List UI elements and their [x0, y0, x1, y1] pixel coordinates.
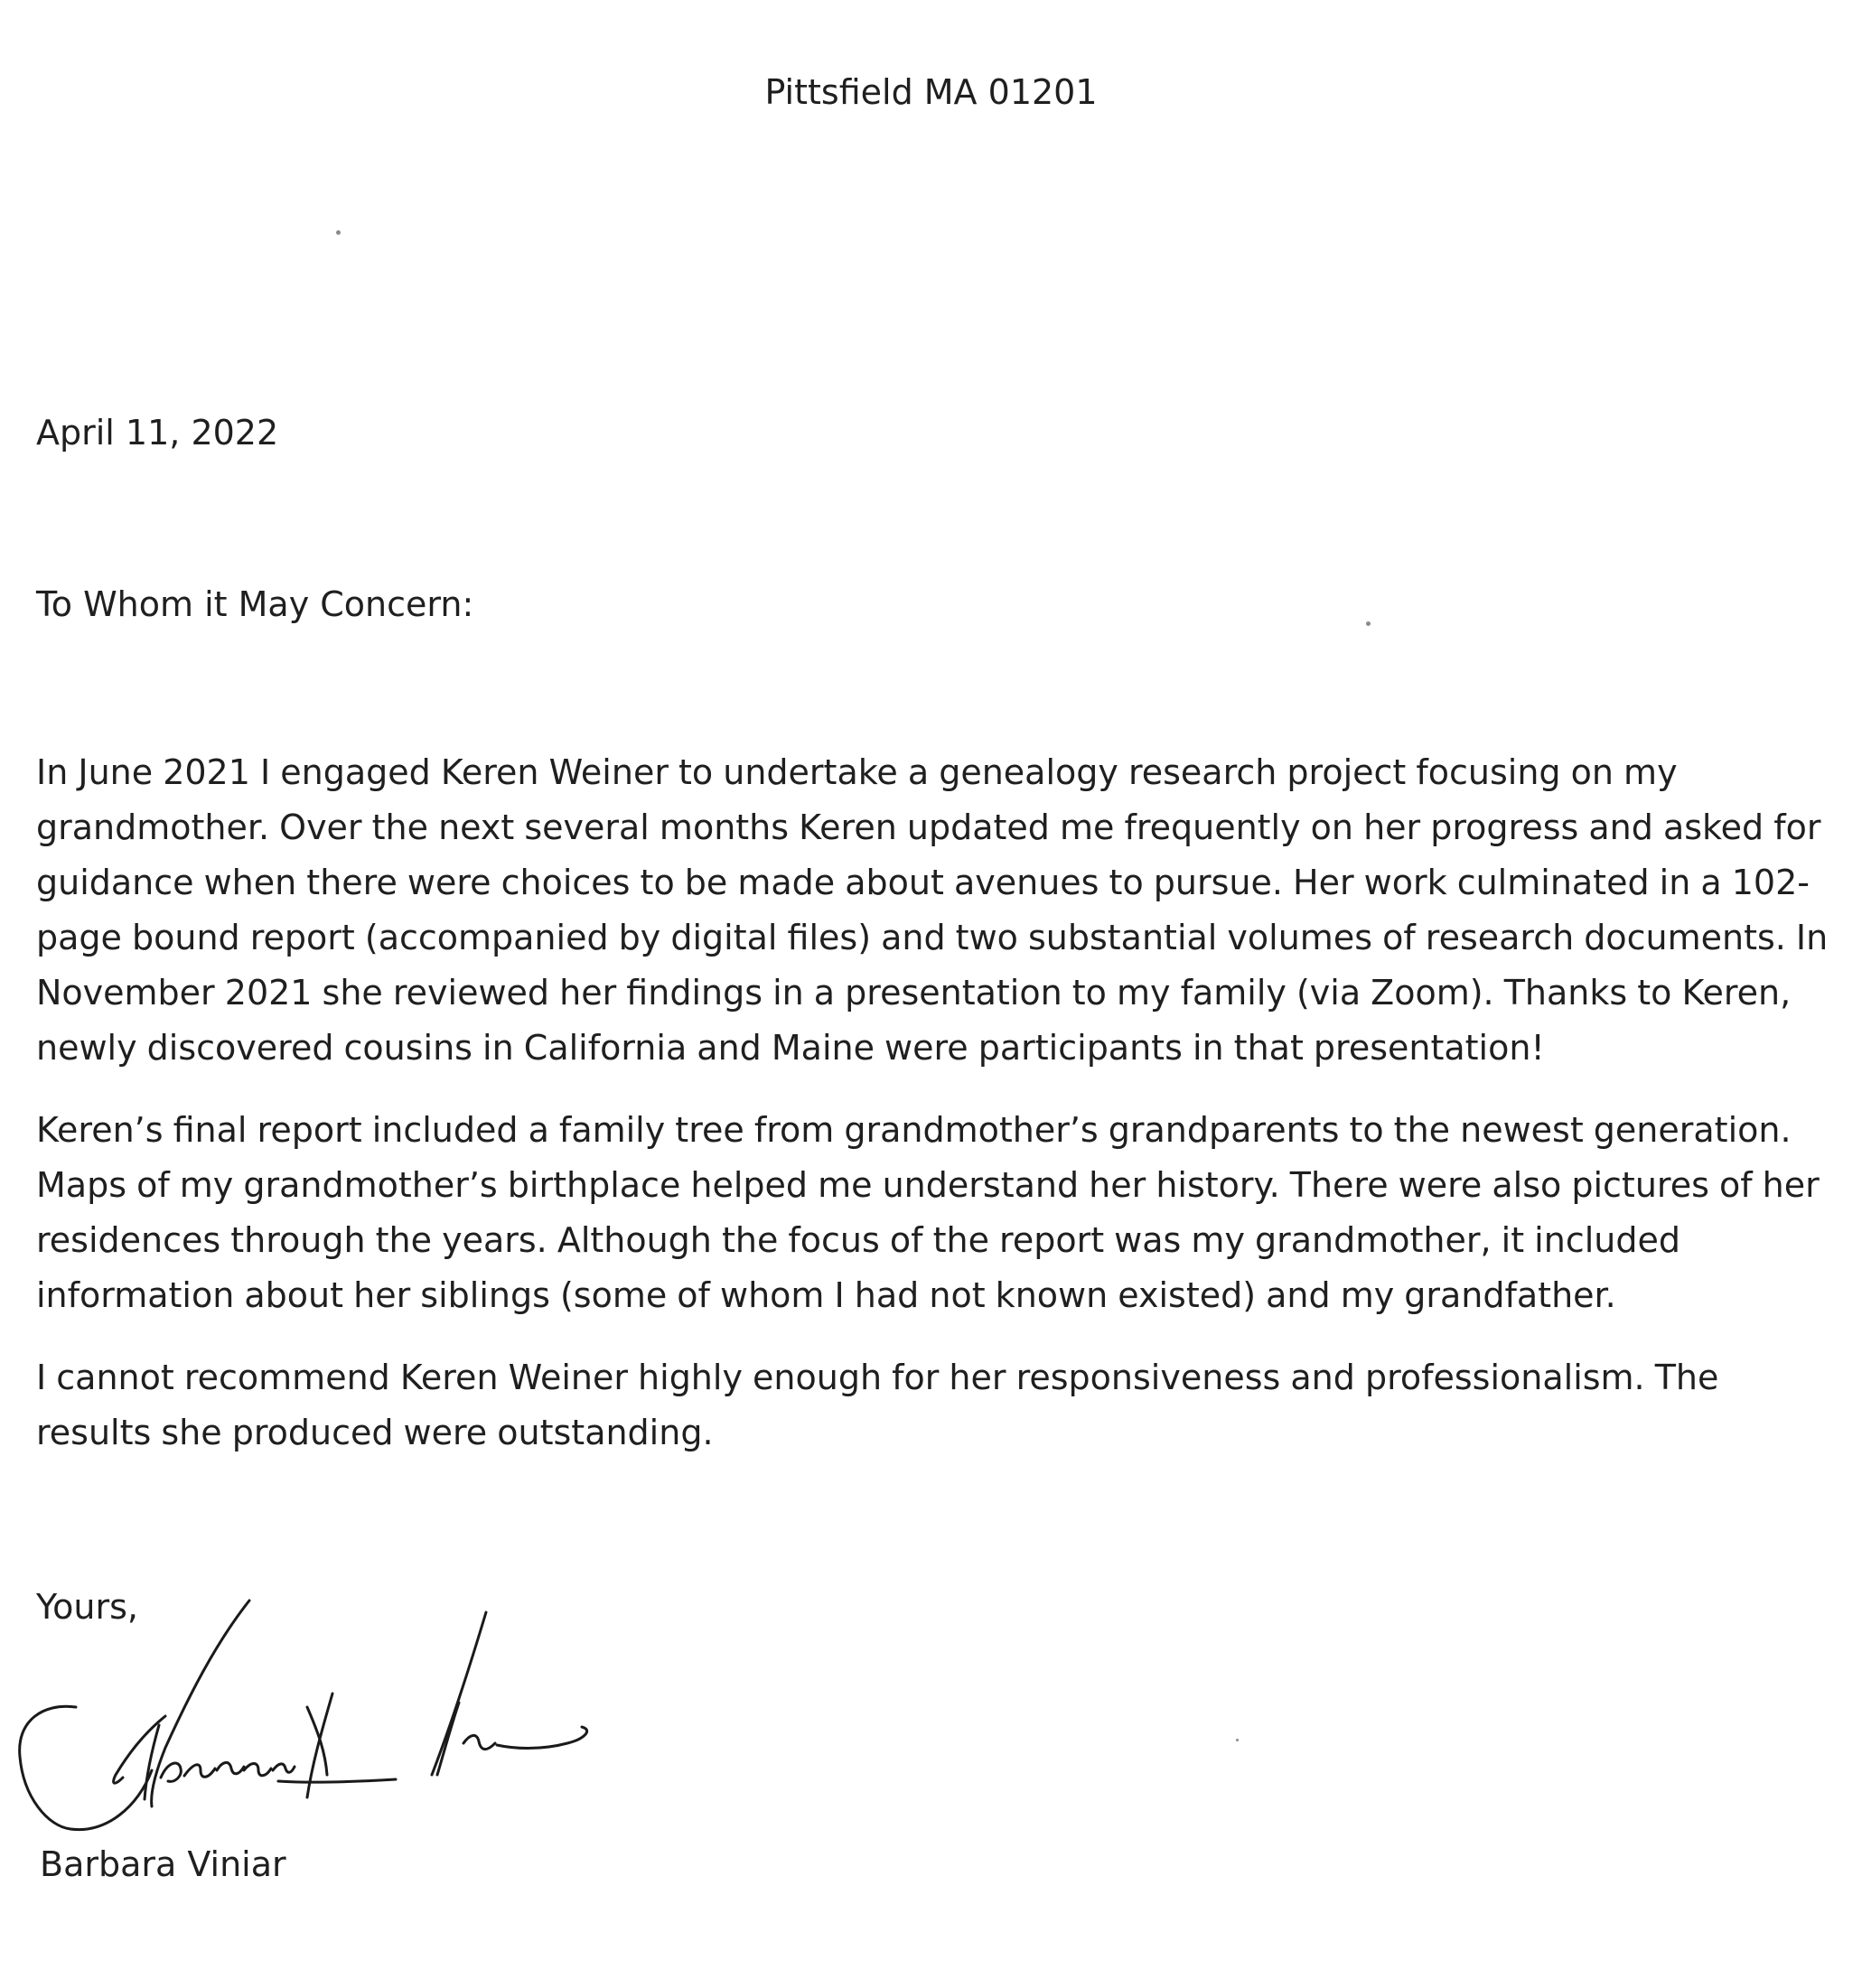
scan-speck	[1236, 1739, 1239, 1741]
signer-name: Barbara Viniar	[40, 1844, 286, 1884]
closing: Yours,	[36, 1587, 138, 1627]
letter-body	[36, 745, 1834, 1488]
body-paragraph-2: Keren’s final report included a family tree from grandmother’s grandparents to the newest generation. Maps of my grandmother’s birthplace helped me understand her history. There were also pictures of her residences through the years. Although the focus of the report was my grandmother, it included information about her siblings (some of whom I had not known existed) and my grandfather.	[36, 1110, 1820, 1315]
handwritten-signature	[7, 1590, 604, 1861]
letter-date: April 11, 2022	[36, 413, 279, 453]
sender-address: Pittsfield MA 01201	[764, 72, 1098, 112]
body-paragraph-1: In June 2021 I engaged Keren Weiner to undertake a genealogy research project focusing on my grandmother. Over the next several months Keren updated me frequently on her progress and asked for guidance when there were choices to be made about avenues to pursue. Her work culminated in a 102-page bound report (accompanied by digital files) and two substantial volumes of research documents. In November 2021 she reviewed her findings in a presentation to my family (via Zoom). Thanks to Keren, newly discovered cousins in California and Maine were participants in that presentation!	[36, 752, 1829, 1068]
body-paragraph-3: I cannot recommend Keren Weiner highly enough for her responsiveness and professionalism. The results she produced were outstanding.	[36, 1358, 1719, 1452]
salutation: To Whom it May Concern:	[36, 584, 474, 624]
scan-speck	[1366, 621, 1371, 626]
scan-speck	[336, 230, 341, 235]
